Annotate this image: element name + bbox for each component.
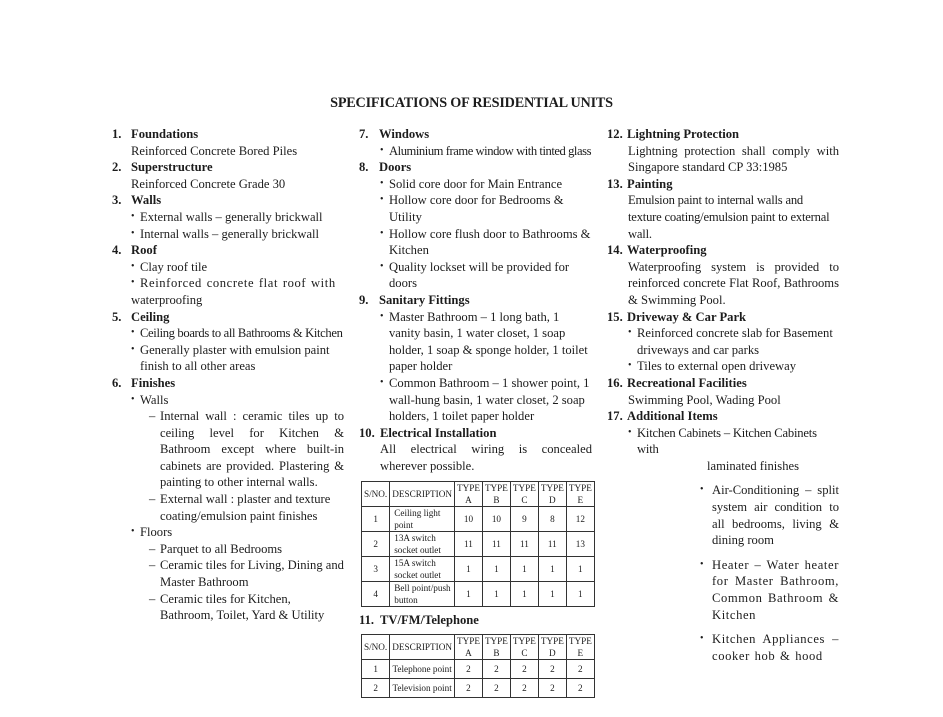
table-cell: 8 (538, 507, 566, 532)
list-item: • Internal walls – generally brickwall (131, 226, 344, 243)
table-cell: Television point (390, 679, 455, 698)
list-item-continuation: laminated finishes (707, 458, 799, 473)
table-cell: 2 (362, 679, 390, 698)
table-cell: 13 (566, 532, 594, 557)
list-item: • Solid core door for Main Entrance (380, 176, 592, 193)
list-item: • Tiles to external open driveway (628, 358, 839, 375)
table-cell: 11 (510, 532, 538, 557)
table-cell: 1 (510, 557, 538, 582)
table-cell: 12 (566, 507, 594, 532)
section-number: 12. (607, 127, 623, 141)
section-recreational-facilities (607, 375, 839, 408)
column-1 (112, 126, 344, 624)
table-row (362, 507, 595, 532)
section-heading: TV/FM/Telephone (380, 613, 479, 628)
table-cell: 1 (454, 582, 482, 607)
table-cell: 11 (482, 532, 510, 557)
list-item: • Ceiling boards to all Bathrooms & Kitchen (131, 325, 344, 342)
section-number: 11. (359, 613, 375, 628)
table-cell: Telephone point (390, 660, 455, 679)
list-item: • Clay roof tile (131, 259, 344, 276)
table-cell: 10 (454, 507, 482, 532)
list-item: • Quality lockset will be provided for doors (380, 259, 592, 292)
section-heading: Superstructure (131, 160, 213, 175)
section-text: Lightning protection shall comply with Singapore standard CP 33:1985 (628, 143, 839, 175)
column-header: TYPE A (454, 482, 482, 507)
section-waterproofing (607, 242, 839, 308)
table-cell: 2 (454, 679, 482, 698)
section-text: Reinforced Concrete Grade 30 (131, 176, 286, 191)
list-item: • Kitchen Appliances – cooker hob & hood (700, 631, 839, 664)
table-cell: 2 (566, 660, 594, 679)
table-cell: 2 (482, 679, 510, 698)
table-row (362, 660, 595, 679)
table-cell: 2 (538, 660, 566, 679)
list-item: – Parquet to all Bedrooms (149, 541, 344, 558)
section-text: All electrical wiring is concealed wherever possible. (380, 442, 592, 473)
table-cell: 10 (482, 507, 510, 532)
electrical-points-table (361, 481, 595, 607)
table-cell: 1 (362, 660, 390, 679)
section-number: 16. (607, 375, 623, 390)
page-title: SPECIFICATIONS OF RESIDENTIAL UNITS (330, 95, 613, 111)
list-item: • Reinforced concrete flat roof with (131, 275, 344, 292)
table-cell: 2 (454, 660, 482, 679)
table-row (362, 557, 595, 582)
section-number: 15. (607, 309, 623, 324)
table-row (362, 532, 595, 557)
list-item-floors (131, 524, 344, 624)
section-superstructure (112, 159, 344, 192)
table-header-row (362, 482, 595, 507)
section-heading: Finishes (131, 375, 176, 390)
section-heading: Waterproofing (627, 243, 707, 258)
section-roof (112, 242, 344, 308)
column-2 (359, 126, 592, 698)
column-3 (607, 126, 839, 664)
column-header: TYPE C (510, 635, 538, 660)
table-cell: 1 (538, 582, 566, 607)
section-number: 14. (607, 243, 623, 258)
table-row (362, 679, 595, 698)
column-header: TYPE C (510, 482, 538, 507)
table-cell: 15A switch socket outlet (390, 557, 455, 582)
table-header-row (362, 635, 595, 660)
section-heading: Lightning Protection (627, 127, 740, 141)
section-driveway-car-park (607, 309, 839, 375)
table-cell: 3 (362, 557, 390, 582)
section-heading: Foundations (131, 127, 199, 141)
section-painting (607, 176, 839, 242)
table-cell: 11 (454, 532, 482, 557)
list-item: • Aluminium frame window with tinted glass (380, 143, 592, 160)
section-heading: Doors (379, 160, 412, 175)
table-cell: 1 (566, 557, 594, 582)
table-cell: 4 (362, 582, 390, 607)
list-item-continuation: waterproofing (131, 292, 203, 307)
column-header: DESCRIPTION (390, 635, 455, 660)
column-header: S/NO. (362, 482, 390, 507)
section-heading: Ceiling (131, 309, 170, 324)
table-cell: 2 (538, 679, 566, 698)
section-text: Reinforced Concrete Bored Piles (131, 143, 298, 158)
section-heading: Sanitary Fittings (379, 292, 470, 307)
section-number: 6. (112, 375, 122, 390)
section-foundations (112, 126, 344, 159)
list-item: • Common Bathroom – 1 shower point, 1 wall-hung basin, 1 water closet, 2 soap holders, 1 toilet paper holder (380, 375, 592, 425)
section-number: 1. (112, 127, 122, 141)
list-item: • Generally plaster with emulsion paint finish to all other areas (131, 342, 344, 375)
section-doors (359, 159, 592, 292)
table-cell: 2 (566, 679, 594, 698)
table-cell: 2 (510, 679, 538, 698)
section-number: 10. (359, 425, 375, 440)
section-heading: Roof (131, 243, 157, 258)
section-number: 8. (359, 160, 369, 175)
list-item: • Kitchen Cabinets – Kitchen Cabinets with (628, 425, 839, 458)
section-heading: Windows (379, 127, 430, 141)
list-item-walls (131, 392, 344, 525)
table-cell: 1 (538, 557, 566, 582)
list-item: – External wall : plaster and texture coating/emulsion paint finishes (149, 491, 344, 524)
section-number: 5. (112, 309, 122, 324)
section-sanitary-fittings (359, 292, 592, 425)
section-number: 13. (607, 176, 623, 191)
column-header: TYPE E (566, 482, 594, 507)
subheading: Walls (140, 392, 169, 407)
column-header: TYPE A (454, 635, 482, 660)
table-row (362, 582, 595, 607)
tv-fm-telephone-table (361, 634, 595, 698)
section-heading: Painting (627, 176, 673, 191)
table-cell: 9 (510, 507, 538, 532)
list-item: – Ceramic tiles for Living, Dining and Master Bathroom (149, 557, 344, 590)
section-number: 3. (112, 193, 122, 208)
column-header: TYPE E (566, 635, 594, 660)
list-item: • External walls – generally brickwall (131, 209, 344, 226)
column-header: TYPE D (538, 635, 566, 660)
table-cell: 1 (510, 582, 538, 607)
table-cell: 11 (538, 532, 566, 557)
table-cell: 2 (482, 660, 510, 679)
table-cell: Ceiling light point (390, 507, 455, 532)
table-cell: 1 (566, 582, 594, 607)
table-cell: 1 (454, 557, 482, 582)
list-item: • Hollow core flush door to Bathrooms & Kitchen (380, 226, 592, 259)
table-cell: Bell point/push button (390, 582, 455, 607)
section-electrical-installation (359, 425, 592, 475)
section-walls (112, 192, 344, 242)
column-header: TYPE B (482, 635, 510, 660)
list-item: • Hollow core door for Bedrooms & Utility (380, 192, 592, 225)
section-number: 4. (112, 243, 122, 258)
list-item: • Heater – Water heater for Master Bathroom, Common Bathroom & Kitchen (700, 557, 839, 623)
section-number: 17. (607, 409, 623, 424)
section-ceiling (112, 309, 344, 375)
section-number: 2. (112, 160, 122, 175)
table-cell: 1 (482, 582, 510, 607)
section-number: 9. (359, 292, 369, 307)
table-cell: 1 (482, 557, 510, 582)
column-header: TYPE D (538, 482, 566, 507)
section-heading: Electrical Installation (380, 425, 497, 440)
subheading: Floors (140, 525, 173, 540)
column-header: S/NO. (362, 635, 390, 660)
column-header: DESCRIPTION (390, 482, 455, 507)
list-item: – Ceramic tiles for Kitchen, Bathroom, Toilet, Yard & Utility (149, 591, 344, 624)
section-number: 7. (359, 127, 369, 141)
section-text: Swimming Pool, Wading Pool (628, 392, 781, 407)
column-header: TYPE B (482, 482, 510, 507)
list-item: • Reinforced concrete slab for Basement driveways and car parks (628, 325, 839, 358)
section-heading: Additional Items (627, 409, 718, 424)
table-cell: 2 (362, 532, 390, 557)
section-lightning-protection (607, 126, 839, 176)
section-finishes (112, 375, 344, 624)
section-additional-items (607, 408, 839, 664)
section-heading: Driveway & Car Park (627, 309, 747, 324)
table-cell: 1 (362, 507, 390, 532)
list-item: • Master Bathroom – 1 long bath, 1 vanity basin, 1 water closet, 1 soap holder, 1 soap & sponge holder, 1 toilet paper holder (380, 309, 592, 375)
section-tv-fm-telephone (359, 612, 592, 629)
section-heading: Recreational Facilities (627, 375, 747, 390)
list-item: – Internal wall : ceramic tiles up to ceiling level for Kitchen & Bathroom except where built-in cabinets are provided. Plastering & painting to other internal walls. (149, 408, 344, 491)
table-cell: 13A switch socket outlet (390, 532, 455, 557)
table-cell: 2 (510, 660, 538, 679)
section-heading: Walls (131, 193, 162, 208)
section-text: Emulsion paint to internal walls and texture coating/emulsion paint to external wall. (628, 193, 830, 241)
section-text: Waterproofing system is provided to reinforced concrete Flat Roof, Bathrooms & Swimming Pool. (628, 259, 839, 307)
section-windows (359, 126, 592, 159)
list-item: • Air-Conditioning – split system air condition to all bedrooms, living & dining room (700, 482, 839, 548)
